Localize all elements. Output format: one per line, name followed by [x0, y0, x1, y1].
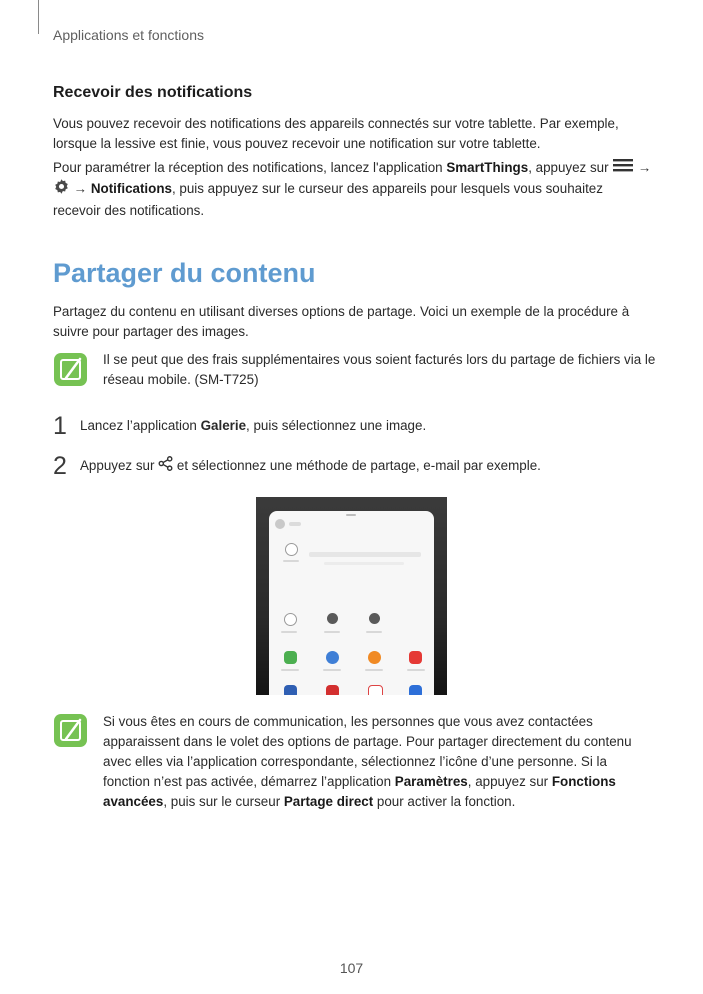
- note-direct-share: [103, 712, 643, 812]
- quick-label-1: [281, 631, 297, 633]
- fonctions-avancees-label: Fonctions avancées: [103, 774, 616, 809]
- step-1-number: 1: [53, 412, 67, 440]
- gmail-app-icon: [326, 685, 339, 695]
- setup-text-1: Pour paramétrer la réception des notifications, lancez l'application: [53, 160, 447, 175]
- notifications-label: Notifications: [90, 181, 172, 197]
- app-label-3: [365, 669, 383, 671]
- note-charges: Il se peut que des frais supplémentaires vous soient facturés lors du partage de fichiers via le réseau mobile. (SM-T725): [103, 352, 656, 387]
- setup-text-2: , appuyez sur: [528, 160, 613, 175]
- app-label-1: [281, 669, 299, 671]
- device-search-subbar: [324, 562, 404, 565]
- nearby-label-bar: [283, 560, 299, 562]
- partage-direct-label: Partage direct: [283, 794, 374, 809]
- device-search-bar: [309, 552, 421, 557]
- share-panel-screenshot: [256, 497, 447, 695]
- thumbnail-bar: [289, 522, 301, 526]
- notifications-heading: Recevoir des notifications: [53, 84, 253, 101]
- arrow-2: →: [73, 181, 88, 197]
- share-sheet: [269, 511, 434, 695]
- note2-text-1: Si vous êtes en cours de communication, les personnes que vous avez contactées apparaissent dans le volet des options de partage. Pour partager directement du contenu avec elles via l’application correspondante, sélectionnez l’icône d’une personne. Si la fonction n’est pas activée, démarrez l’application: [103, 714, 632, 789]
- step-2-post: et sélectionnez une méthode de partage, e-mail par exemple.: [173, 458, 541, 474]
- docs-app-icon: [284, 685, 297, 695]
- app-label-4: [407, 669, 425, 671]
- setup-text-3: , puis appuyez sur le curseur des appareils pour lesquels vous souhaitez recevoir des notifications.: [53, 181, 603, 219]
- arrow-1: →: [638, 160, 652, 175]
- smartthings-label: SmartThings: [446, 160, 529, 175]
- nearby-share-icon: [285, 543, 298, 556]
- sheet-handle: [346, 514, 356, 516]
- print-icon: [369, 613, 380, 624]
- step-2-number: 2: [53, 452, 67, 480]
- notifications-setup: [53, 158, 653, 221]
- page-number: 107: [339, 960, 364, 976]
- note-icon-2: [54, 714, 87, 747]
- header-rule: [38, 0, 39, 34]
- step-2-text: [80, 456, 541, 477]
- menu-icon: [612, 158, 634, 178]
- note2-text-3: , puis sur le curseur: [163, 794, 284, 809]
- note-icon: [54, 353, 87, 386]
- section-header: Applications et fonctions: [53, 27, 204, 43]
- notifications-intro: Vous pouvez recevoir des notifications des appareils connectés sur votre tablette. Par exemple, lorsque la lessive est finie, vous pouvez recevoir une notification sur votre tablette.: [53, 116, 619, 151]
- copy-icon: [284, 613, 297, 626]
- share-title: Partager du contenu: [53, 258, 316, 288]
- thumbnail-icon: [275, 519, 285, 529]
- quick-label-3: [366, 631, 382, 633]
- step-2-pre: Appuyez sur: [80, 458, 159, 474]
- parametres-label: Paramètres: [394, 774, 468, 789]
- step-1-text: [80, 416, 426, 436]
- step-1-pre: Lancez l’application: [80, 418, 201, 433]
- step-1-post: , puis sélectionnez une image.: [246, 418, 427, 433]
- note2-text-4: pour activer la fonction.: [373, 794, 516, 809]
- cloud-icon: [327, 613, 338, 624]
- share-icon: [158, 456, 173, 477]
- share-intro: Partagez du contenu en utilisant diverses options de partage. Voici un exemple de la procédure à suivre pour partager des images.: [53, 304, 630, 339]
- galerie-label: Galerie: [200, 418, 247, 433]
- contacts-app-icon: [368, 651, 381, 664]
- app-label-2: [323, 669, 341, 671]
- note2-text-2: , appuyez sur: [467, 774, 552, 789]
- quick-label-2: [324, 631, 340, 633]
- email-app-icon: [409, 685, 422, 695]
- maps-app-icon: [284, 651, 297, 664]
- notes-app-icon: [409, 651, 422, 664]
- mail-app-icon: [368, 685, 383, 695]
- bluetooth-app-icon: [326, 651, 339, 664]
- gear-icon: [53, 178, 70, 201]
